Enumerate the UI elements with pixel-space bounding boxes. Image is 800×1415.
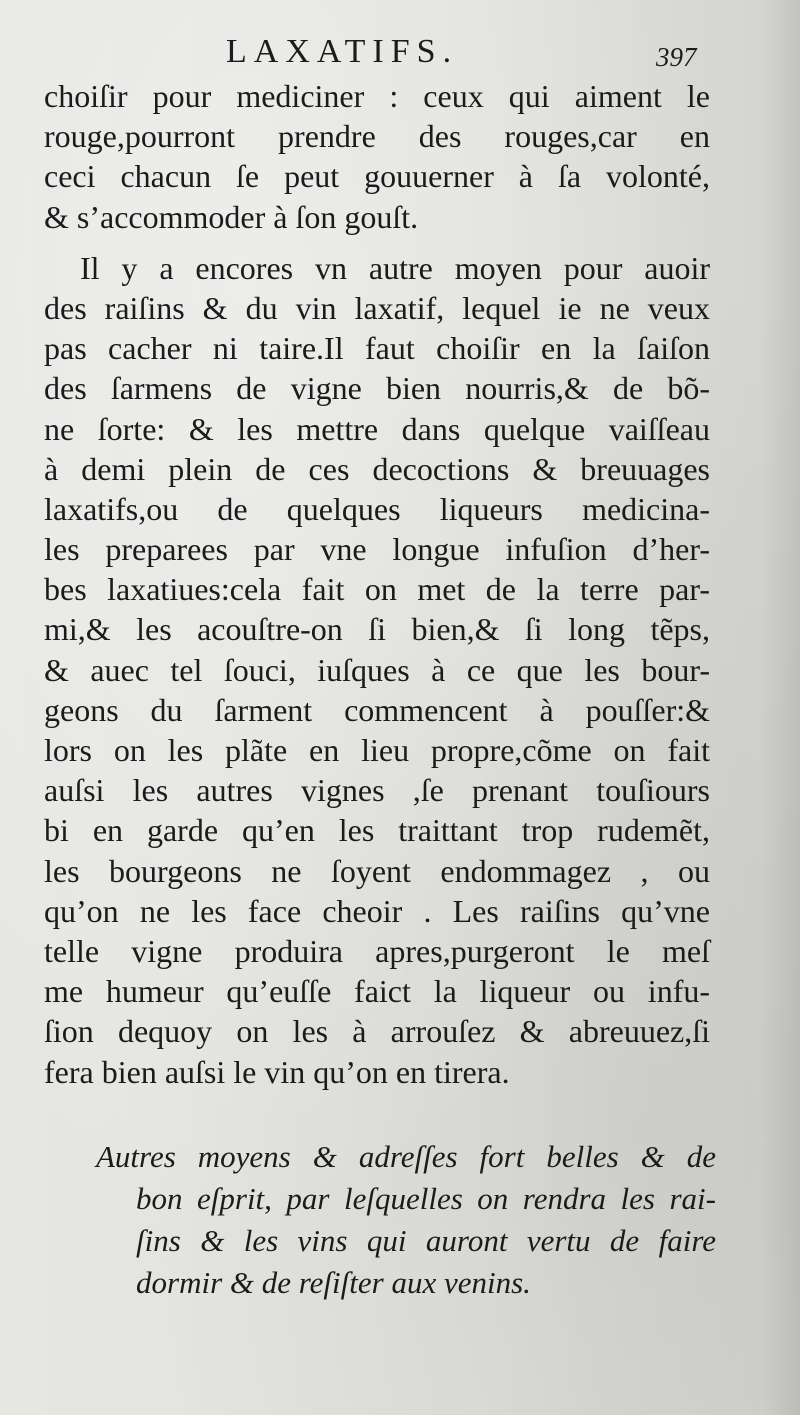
text-line: lors on les plãte en lieu propre,cõme on fait — [44, 732, 710, 768]
text-line: ceci chacun ſe peut gouuerner à ſa volonté, — [44, 158, 710, 195]
show-through-shadow — [200, 1318, 760, 1358]
text-line: pas cacher ni taire.Il faut choiſir en la ſaiſon — [44, 330, 710, 367]
text-line: choiſir pour mediciner : ceux qui aiment le — [44, 78, 710, 114]
text-line: à demi plein de ces decoctions & breuuages — [44, 450, 710, 487]
text-line: Il y a encores vn autre moyen pour auoir — [80, 249, 710, 286]
text-line: des raiſins & du vin laxatif, lequel ie ne veux — [44, 289, 710, 326]
text-line: ſion dequoy on les à arrouſez & abreuuez,ſi — [44, 1013, 710, 1050]
text-line: me humeur qu’euſſe faict la liqueur ou infu- — [44, 973, 710, 1010]
paragraph-gap — [44, 237, 710, 248]
page-number: 397 — [656, 42, 697, 72]
text-line: mi,& les acouſtre-on ſi bien,& ſi long tẽps, — [44, 611, 710, 648]
running-title: LAXATIFS. — [226, 33, 459, 70]
text-line: & s’accommoder à ſon gouſt. — [44, 198, 419, 235]
text-line: telle vigne produira apres,purgeront le meſ — [44, 932, 710, 969]
body-text — [44, 76, 710, 1092]
heading-line: dormir & de reſiſter aux venins. — [136, 1265, 531, 1300]
text-line: geons du ſarment commencent à pouſſer:& — [44, 691, 710, 728]
text-line: rouge,pourront prendre des rouges,car en — [44, 118, 710, 155]
text-line: ne ſorte: & les mettre dans quelque vaiſſeau — [44, 410, 710, 447]
text-line: & auec tel ſouci, iuſques à ce que les bour- — [44, 651, 710, 688]
text-line: auſsi les autres vignes ,ſe prenant touſiours — [44, 772, 710, 809]
heading-line: Autres moyens & adreſſes fort belles & de — [96, 1139, 716, 1174]
text-line: bi en garde qu’en les traittant trop rudemẽt, — [44, 812, 710, 849]
text-line: bes laxatiues:cela fait on met de la terre par- — [44, 571, 710, 608]
text-line: laxatifs,ou de quelques liqueurs medicina- — [44, 490, 710, 527]
italic-section-heading — [96, 1136, 716, 1304]
page-header — [0, 30, 800, 74]
text-line: les bourgeons ne ſoyent endommagez , ou — [44, 852, 710, 889]
text-line: qu’on ne les face cheoir . Les raiſins qu’vne — [44, 892, 710, 929]
text-line: fera bien auſsi le vin qu’on en tirera. — [44, 1053, 510, 1090]
heading-line: bon eſprit, par leſquelles on rendra les rai- — [136, 1181, 716, 1216]
text-line: les preparees par vne longue infuſion d’her- — [44, 531, 710, 568]
heading-line: ſins & les vins qui auront vertu de faire — [136, 1223, 716, 1258]
text-line: des ſarmens de vigne bien nourris,& de bõ- — [44, 370, 710, 407]
